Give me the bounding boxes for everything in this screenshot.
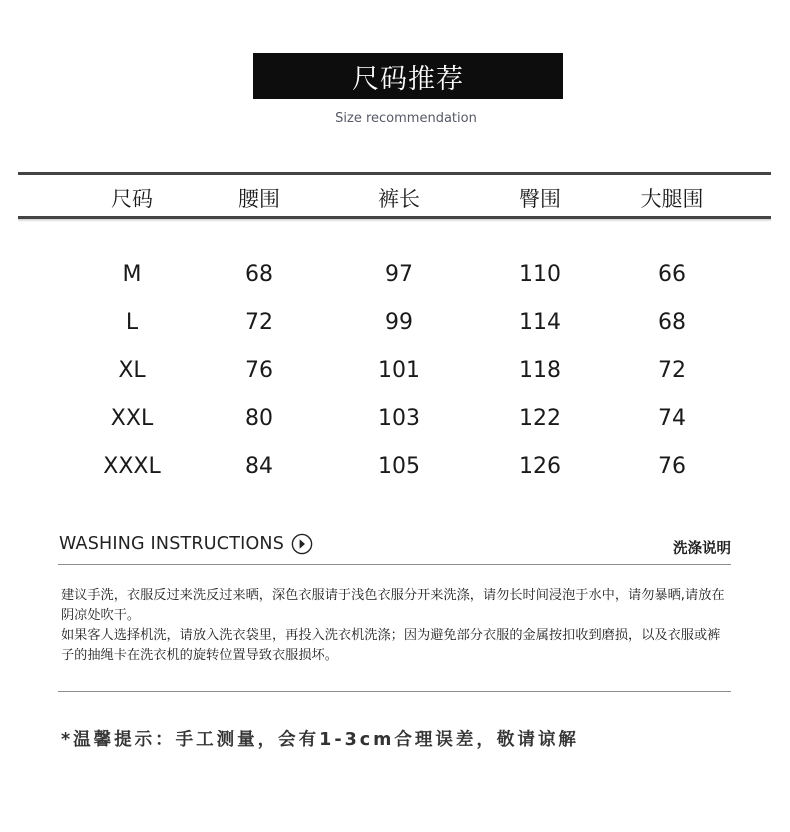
cell-size: XL — [118, 358, 146, 383]
page-title-text: 尺码推荐 — [352, 63, 464, 95]
header-hip: 臀围 — [519, 187, 561, 211]
cell-hip: 110 — [519, 262, 561, 287]
washing-instructions — [61, 586, 731, 666]
cell-length: 101 — [378, 358, 420, 383]
washing-title-en: WASHING INSTRUCTIONS — [59, 534, 285, 554]
cell-size: XXXL — [103, 454, 161, 479]
cell-waist: 80 — [245, 406, 273, 431]
cell-hip: 122 — [519, 406, 561, 431]
cell-thigh: 66 — [658, 262, 686, 287]
cell-thigh: 74 — [658, 406, 686, 431]
cell-length: 105 — [378, 454, 420, 479]
cell-thigh: 76 — [658, 454, 686, 479]
page-subtitle: Size recommendation — [335, 111, 477, 126]
cell-waist: 76 — [245, 358, 273, 383]
table-top-rule — [18, 172, 771, 175]
table-header-rule-shadow — [18, 219, 771, 222]
header-waist: 腰围 — [238, 187, 280, 211]
circle-arrow-right-icon — [291, 533, 313, 555]
cell-hip: 118 — [519, 358, 561, 383]
washing-paragraph-1: 建议手洗，衣服反过来洗反过来晒，深色衣服请于浅色衣服分开来洗涤，请勿长时间浸泡于水中，请勿暴晒,请放在阴凉处吹干。 — [61, 588, 725, 623]
cell-length: 97 — [385, 262, 413, 287]
header-thigh: 大腿围 — [640, 187, 704, 211]
header-size: 尺码 — [111, 187, 153, 211]
measurement-tip: *温馨提示：手工测量，会有1-3cm合理误差，敬请谅解 — [61, 730, 579, 750]
cell-length: 99 — [385, 310, 413, 335]
cell-length: 103 — [378, 406, 420, 431]
cell-hip: 126 — [519, 454, 561, 479]
header-length: 裤长 — [378, 187, 420, 211]
cell-size: L — [125, 310, 139, 335]
cell-waist: 72 — [245, 310, 273, 335]
page-title — [253, 53, 563, 99]
washing-paragraph-2: 如果客人选择机洗，请放入洗衣袋里，再投入洗衣机洗涤；因为避免部分衣服的金属按扣收到磨损，以及衣服或裤子的抽绳卡在洗衣机的旋转位置导致衣服损坏。 — [61, 628, 721, 663]
cell-size: XXL — [110, 406, 154, 431]
cell-thigh: 72 — [658, 358, 686, 383]
cell-size: M — [122, 262, 142, 287]
washing-bottom-rule — [58, 691, 731, 692]
cell-waist: 84 — [245, 454, 273, 479]
cell-thigh: 68 — [658, 310, 686, 335]
washing-title-cn: 洗涤说明 — [673, 541, 731, 557]
cell-waist: 68 — [245, 262, 273, 287]
cell-hip: 114 — [519, 310, 561, 335]
washing-top-rule — [58, 564, 731, 565]
